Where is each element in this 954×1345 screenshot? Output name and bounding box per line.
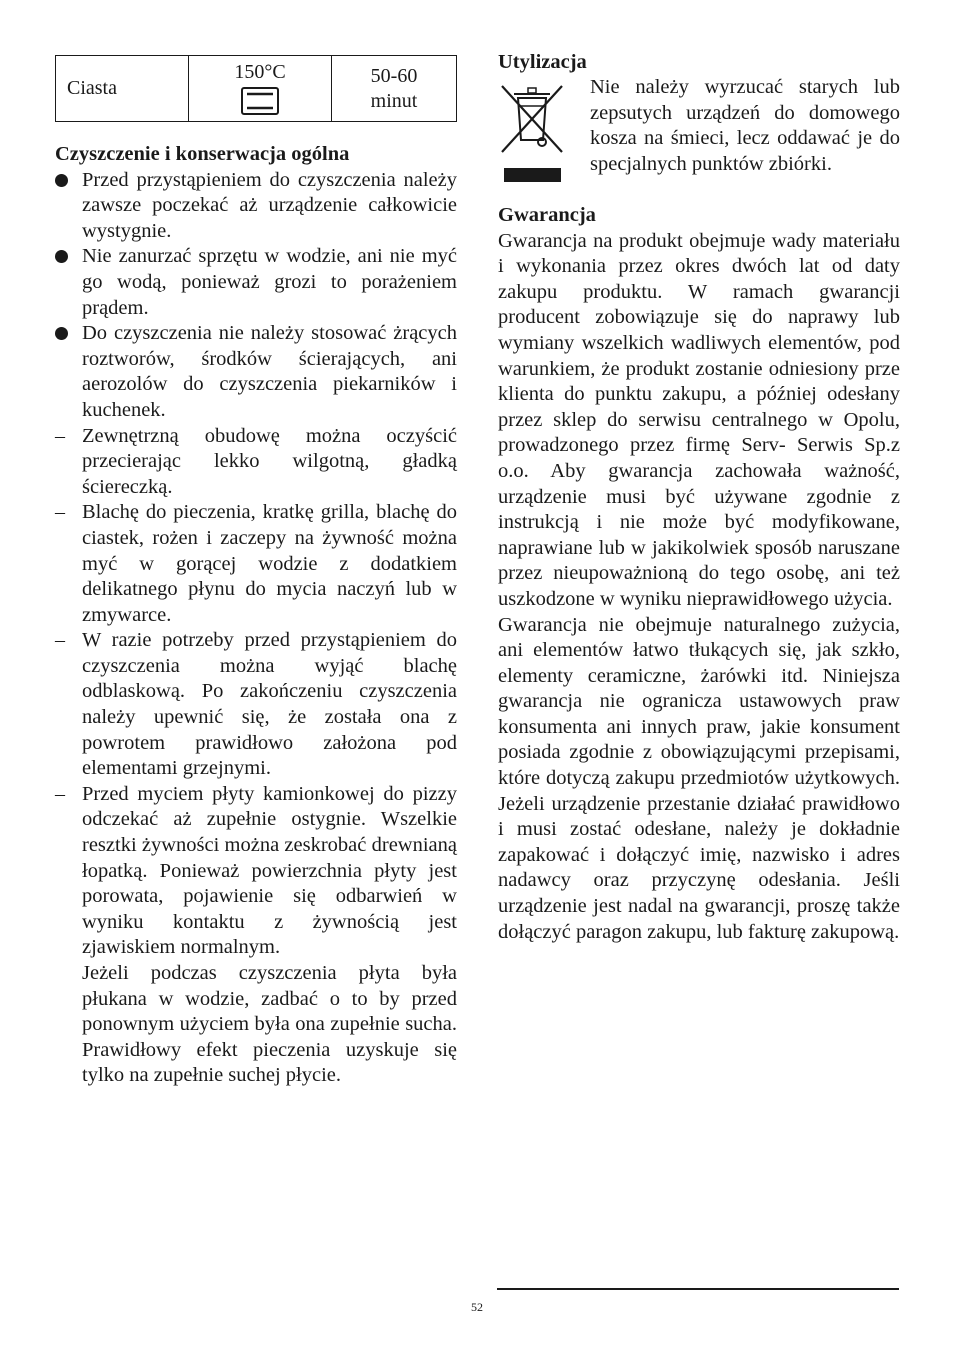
- warranty-heading: Gwarancja: [498, 204, 596, 226]
- food-name-cell: Ciasta: [56, 56, 189, 122]
- dash-marker: –: [55, 424, 65, 447]
- dash-marker: –: [55, 782, 65, 805]
- crossed-out-wheelie-bin-icon: [498, 80, 568, 184]
- time-cell: [332, 56, 457, 122]
- list-item: – Blachę do pieczenia, kratkę grilla, blachę do ciastek, rożen i zaczepy na żywność można myć w gorącej wodzie z dodatkiem delikatnego płynu do mycia naczyń lub w zmywarce.: [55, 501, 457, 626]
- bullet-icon: [55, 168, 75, 195]
- list-item: – W razie potrzeby przed przystąpieniem do czyszczenia można wyjąć blachę odblaskową. Po zakończeniu czyszczenia należy upewnić się, że została ona z powrotem prawidłowo założona pod elementami grzejnymi.: [55, 629, 457, 780]
- list-item-continuation: Jeżeli podczas czyszczenia płyta była płukana w wodzie, zadbać o to by przed ponownym użyciem była ona zupełnie sucha. Prawidłowy efekt pieczenia uzyskuje się tylko na zupełnie suchej płycie.: [82, 962, 457, 1087]
- list-item: Przed przystąpieniem do czyszczenia należy zawsze poczekać aż urządzenie całkowicie wystygnie.: [55, 168, 457, 245]
- cleaning-list: [55, 168, 457, 1089]
- time-value: 50-60 minut: [370, 64, 418, 112]
- right-column: [498, 50, 900, 945]
- warranty-paragraph: Gwarancja na produkt obejmuje wady materiału i wykonania przez okres dwóch lat od daty zakupu produktu. W ramach gwarancji producent zobowiązuje się do naprawy lub wymiany wszelkich wadliwych elementów, pod warunkiem, że produkt zostanie odniesiony prze klienta do punktu zakupu, a później odesłany przez sklep do serwisu centralnego w Opolu, prowadzonego przez firmę Serv- Serwis Sp.z o.o. Aby gwarancja zachowała ważność, urządzenie musi być używane zgodnie z instrukcją i nie może być modyfikowane, naprawiane lub w jakikolwiek sposób naruszane przez nieupoważnioną do tego osobę, ani też uszkodzone w wyniku nieprawidłowego użycia.: [498, 229, 900, 610]
- footer-divider: [497, 1288, 899, 1290]
- cleaning-heading: Czyszczenie i konserwacja ogólna: [55, 143, 350, 165]
- bullet-icon: [55, 321, 75, 348]
- warranty-paragraph: Gwarancja nie obejmuje naturalnego zużycia, ani elementów łatwo tłukących się, jak szkło, elementy ceramiczne, żarówki itd. Niniejsza gwarancja nie ogranicza ustawowych praw konsumenta ani innych praw, jakie konsument posiada zgodnie z obowiązującymi przepisami, które dotyczą zakupu przedmiotów użytkowych. Jeżeli urządzenie przestanie działać prawidłowo i musi zostać odesłane, należy je dokładnie zapakować i dołączyć imię, nazwisko i adres nadawcy oraz przyczynę odesłania. Jeśli urządzenie jest nadal na gwarancji, proszę także dołączyć paragon zakupu, lub fakturę zakupową.: [498, 613, 900, 943]
- list-item: Nie zanurzać sprzętu w wodzie, ani nie myć go wodą, ponieważ grozi to porażeniem prądem.: [55, 244, 457, 321]
- bullet-icon: [55, 244, 75, 271]
- temperature-cell: [189, 56, 332, 122]
- list-item: – Przed myciem płyty kamionkowej do pizzy odczekać aż zupełnie ostygnie. Wszelkie resztki żywności można zeskrobać drewnianą łopatką. Ponieważ powierzchnia płyty jest porowata, pojawienie się odbarwień w wyniku kontaktu z żywnością jest zjawiskiem normalnym.: [55, 782, 457, 959]
- table-row: [56, 56, 457, 122]
- disposal-section: [498, 50, 900, 175]
- disposal-heading: Utylizacja: [498, 51, 587, 73]
- dash-marker: –: [55, 501, 65, 524]
- temperature-value: 150°C: [234, 61, 286, 83]
- dash-marker: –: [55, 629, 65, 652]
- page-number: 52: [471, 1300, 483, 1314]
- list-item: Do czyszczenia nie należy stosować żrących roztworów, środków ścierających, ani aerozolów do czyszczenia piekarników i kuchenek.: [55, 321, 457, 423]
- oven-heating-mode-icon: [241, 87, 279, 115]
- baking-table: [55, 55, 457, 122]
- disposal-text: Nie należy wyrzucać starych lub zepsutych urządzeń do domowego kosza na śmieci, lecz oddawać je do specjalnych punktów zbiórki.: [590, 76, 900, 175]
- left-column: [55, 55, 457, 1089]
- list-item: – Zewnętrzną obudowę można oczyścić przecierając lekko wilgotną, gładką ściereczką.: [55, 424, 457, 498]
